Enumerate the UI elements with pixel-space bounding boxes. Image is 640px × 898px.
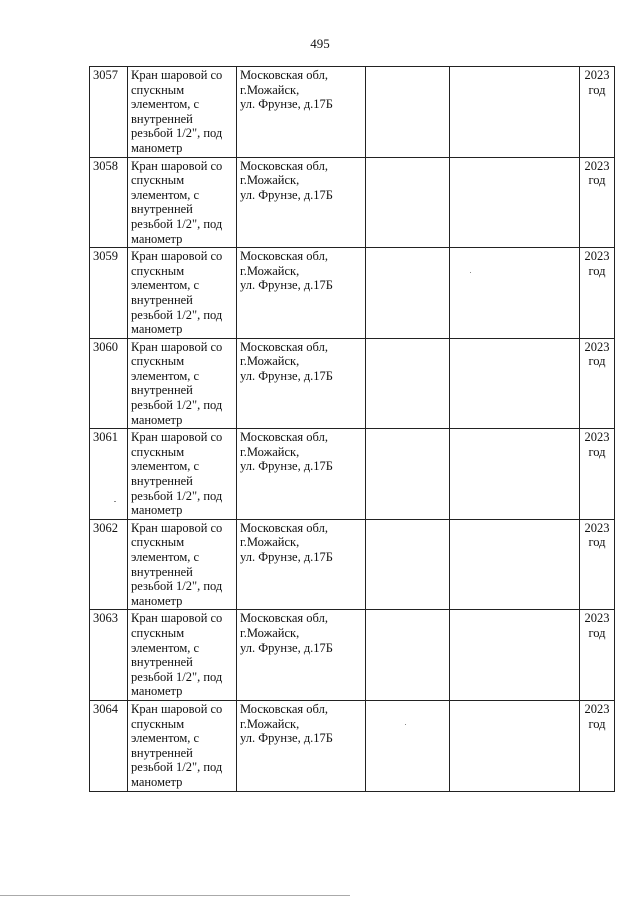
address-line: ул. Фрунзе, д.17Б bbox=[240, 550, 333, 564]
item-name-line: спускным bbox=[131, 354, 185, 369]
item-name-line: элементом, с bbox=[131, 187, 200, 202]
year-line: год bbox=[588, 82, 606, 97]
item-name-line: спускным bbox=[131, 263, 185, 278]
address-line: Московская обл, bbox=[240, 520, 328, 535]
item-name-line: внутренней bbox=[131, 292, 193, 307]
address-line: ул. Фрунзе, д.17Б bbox=[240, 187, 333, 202]
item-name-line: Кран шаровой со bbox=[131, 611, 223, 626]
item-name-cell bbox=[128, 338, 237, 429]
item-name-line: резьбой 1/2", под bbox=[131, 669, 223, 684]
item-name-cell bbox=[128, 610, 237, 701]
empty-cell bbox=[366, 248, 450, 339]
item-name-line: Кран шаровой со bbox=[131, 68, 223, 82]
empty-cell bbox=[450, 610, 580, 701]
year-cell bbox=[580, 610, 615, 701]
item-name-line: резьбой 1/2", под bbox=[131, 488, 223, 503]
year-cell bbox=[580, 338, 615, 429]
item-name-line: резьбой 1/2", под bbox=[131, 216, 223, 231]
year-line: год bbox=[588, 716, 606, 731]
item-name-line: манометр bbox=[131, 322, 183, 337]
item-name-cell bbox=[128, 700, 237, 791]
year-cell bbox=[580, 67, 615, 158]
year-line: 2023 bbox=[584, 339, 610, 354]
address-line: Московская обл, bbox=[240, 68, 328, 82]
year-line: 2023 bbox=[584, 520, 610, 535]
item-name-line: внутренней bbox=[131, 745, 193, 760]
address-cell bbox=[237, 338, 366, 429]
row-number-cell: 3061 bbox=[90, 429, 128, 520]
item-name-cell bbox=[128, 429, 237, 520]
registry-table-body bbox=[90, 67, 615, 792]
year-cell bbox=[580, 700, 615, 791]
table-row bbox=[90, 248, 615, 339]
item-name-line: Кран шаровой со bbox=[131, 430, 223, 445]
year-line: год bbox=[588, 354, 606, 369]
scan-edge-line bbox=[0, 895, 350, 896]
year-cell bbox=[580, 248, 615, 339]
address-line: г.Можайск, bbox=[240, 444, 300, 459]
empty-cell bbox=[366, 519, 450, 610]
address-line: г.Можайск, bbox=[240, 716, 300, 731]
item-name-line: манометр bbox=[131, 412, 183, 427]
registry-table bbox=[89, 66, 615, 792]
table-row bbox=[90, 67, 615, 158]
scan-speck bbox=[405, 724, 406, 725]
year-cell bbox=[580, 519, 615, 610]
item-name-line: манометр bbox=[131, 140, 183, 155]
item-name-line: элементом, с bbox=[131, 459, 200, 474]
row-number-cell: 3064 bbox=[90, 700, 128, 791]
address-line: г.Можайск, bbox=[240, 354, 300, 369]
item-name-line: элементом, с bbox=[131, 550, 200, 564]
year-line: 2023 bbox=[584, 68, 610, 82]
address-cell bbox=[237, 67, 366, 158]
year-line: 2023 bbox=[584, 430, 610, 445]
address-line: ул. Фрунзе, д.17Б bbox=[240, 459, 333, 474]
address-line: г.Можайск, bbox=[240, 173, 300, 188]
year-line: год bbox=[588, 625, 606, 640]
table-row bbox=[90, 157, 615, 248]
address-cell bbox=[237, 700, 366, 791]
empty-cell bbox=[366, 610, 450, 701]
empty-cell bbox=[450, 248, 580, 339]
item-name-line: Кран шаровой со bbox=[131, 249, 223, 264]
item-name-cell bbox=[128, 519, 237, 610]
item-name-line: манометр bbox=[131, 774, 183, 789]
address-cell bbox=[237, 610, 366, 701]
address-cell bbox=[237, 429, 366, 520]
item-name-line: спускным bbox=[131, 625, 185, 640]
empty-cell bbox=[366, 67, 450, 158]
address-cell bbox=[237, 157, 366, 248]
item-name-cell bbox=[128, 67, 237, 158]
item-name-line: резьбой 1/2", под bbox=[131, 126, 223, 141]
item-name-line: Кран шаровой со bbox=[131, 701, 223, 716]
empty-cell bbox=[450, 700, 580, 791]
empty-cell bbox=[366, 157, 450, 248]
row-number-cell: 3060 bbox=[90, 338, 128, 429]
address-line: Московская обл, bbox=[240, 611, 328, 626]
row-number-cell: 3058 bbox=[90, 157, 128, 248]
item-name-line: спускным bbox=[131, 82, 185, 97]
address-line: г.Можайск, bbox=[240, 82, 300, 97]
item-name-line: резьбой 1/2", под bbox=[131, 307, 223, 322]
address-line: ул. Фрунзе, д.17Б bbox=[240, 640, 333, 655]
address-line: ул. Фрунзе, д.17Б bbox=[240, 278, 333, 293]
item-name-line: резьбой 1/2", под bbox=[131, 579, 223, 594]
empty-cell bbox=[450, 157, 580, 248]
empty-cell bbox=[366, 700, 450, 791]
address-line: ул. Фрунзе, д.17Б bbox=[240, 97, 333, 112]
scan-speck bbox=[470, 272, 471, 273]
item-name-line: внутренней bbox=[131, 383, 193, 398]
scan-speck bbox=[114, 501, 116, 502]
address-line: ул. Фрунзе, д.17Б bbox=[240, 368, 333, 383]
table-row bbox=[90, 610, 615, 701]
address-cell bbox=[237, 519, 366, 610]
table-row bbox=[90, 519, 615, 610]
year-line: год bbox=[588, 535, 606, 550]
item-name-line: элементом, с bbox=[131, 278, 200, 293]
item-name-line: спускным bbox=[131, 173, 185, 188]
item-name-line: резьбой 1/2", под bbox=[131, 760, 223, 775]
item-name-line: Кран шаровой со bbox=[131, 520, 223, 535]
table-row bbox=[90, 338, 615, 429]
address-line: ул. Фрунзе, д.17Б bbox=[240, 731, 333, 746]
item-name-line: манометр bbox=[131, 503, 183, 518]
address-cell bbox=[237, 248, 366, 339]
table-row bbox=[90, 429, 615, 520]
address-line: г.Можайск, bbox=[240, 625, 300, 640]
address-line: Московская обл, bbox=[240, 158, 328, 173]
year-line: 2023 bbox=[584, 611, 610, 626]
row-number-cell: 3062 bbox=[90, 519, 128, 610]
item-name-line: манометр bbox=[131, 684, 183, 699]
address-line: Московская обл, bbox=[240, 430, 328, 445]
year-cell bbox=[580, 429, 615, 520]
empty-cell bbox=[366, 429, 450, 520]
item-name-line: внутренней bbox=[131, 564, 193, 579]
address-line: Московская обл, bbox=[240, 249, 328, 264]
year-line: год bbox=[588, 444, 606, 459]
item-name-line: внутренней bbox=[131, 655, 193, 670]
row-number-cell: 3057 bbox=[90, 67, 128, 158]
item-name-line: манометр bbox=[131, 231, 183, 246]
item-name-line: резьбой 1/2", под bbox=[131, 398, 223, 413]
item-name-cell bbox=[128, 157, 237, 248]
item-name-cell bbox=[128, 248, 237, 339]
item-name-line: спускным bbox=[131, 716, 185, 731]
year-line: год bbox=[588, 173, 606, 188]
empty-cell bbox=[450, 338, 580, 429]
item-name-line: элементом, с bbox=[131, 731, 200, 746]
address-line: Московская обл, bbox=[240, 339, 328, 354]
item-name-line: Кран шаровой со bbox=[131, 339, 223, 354]
year-line: 2023 bbox=[584, 249, 610, 264]
empty-cell bbox=[366, 338, 450, 429]
item-name-line: внутренней bbox=[131, 111, 193, 126]
year-cell bbox=[580, 157, 615, 248]
item-name-line: элементом, с bbox=[131, 640, 200, 655]
item-name-line: элементом, с bbox=[131, 368, 200, 383]
empty-cell bbox=[450, 67, 580, 158]
item-name-line: Кран шаровой со bbox=[131, 158, 223, 173]
address-line: г.Можайск, bbox=[240, 263, 300, 278]
address-line: Московская обл, bbox=[240, 701, 328, 716]
page-number: 495 bbox=[310, 36, 330, 51]
empty-cell bbox=[450, 519, 580, 610]
empty-cell bbox=[450, 429, 580, 520]
table-row bbox=[90, 700, 615, 791]
item-name-line: спускным bbox=[131, 444, 185, 459]
item-name-line: спускным bbox=[131, 535, 185, 550]
row-number-cell: 3059 bbox=[90, 248, 128, 339]
year-line: год bbox=[588, 263, 606, 278]
item-name-line: внутренней bbox=[131, 474, 193, 489]
item-name-line: внутренней bbox=[131, 202, 193, 217]
year-line: 2023 bbox=[584, 701, 610, 716]
year-line: 2023 bbox=[584, 158, 610, 173]
item-name-line: элементом, с bbox=[131, 97, 200, 112]
item-name-line: манометр bbox=[131, 593, 183, 608]
address-line: г.Можайск, bbox=[240, 535, 300, 550]
row-number-cell: 3063 bbox=[90, 610, 128, 701]
